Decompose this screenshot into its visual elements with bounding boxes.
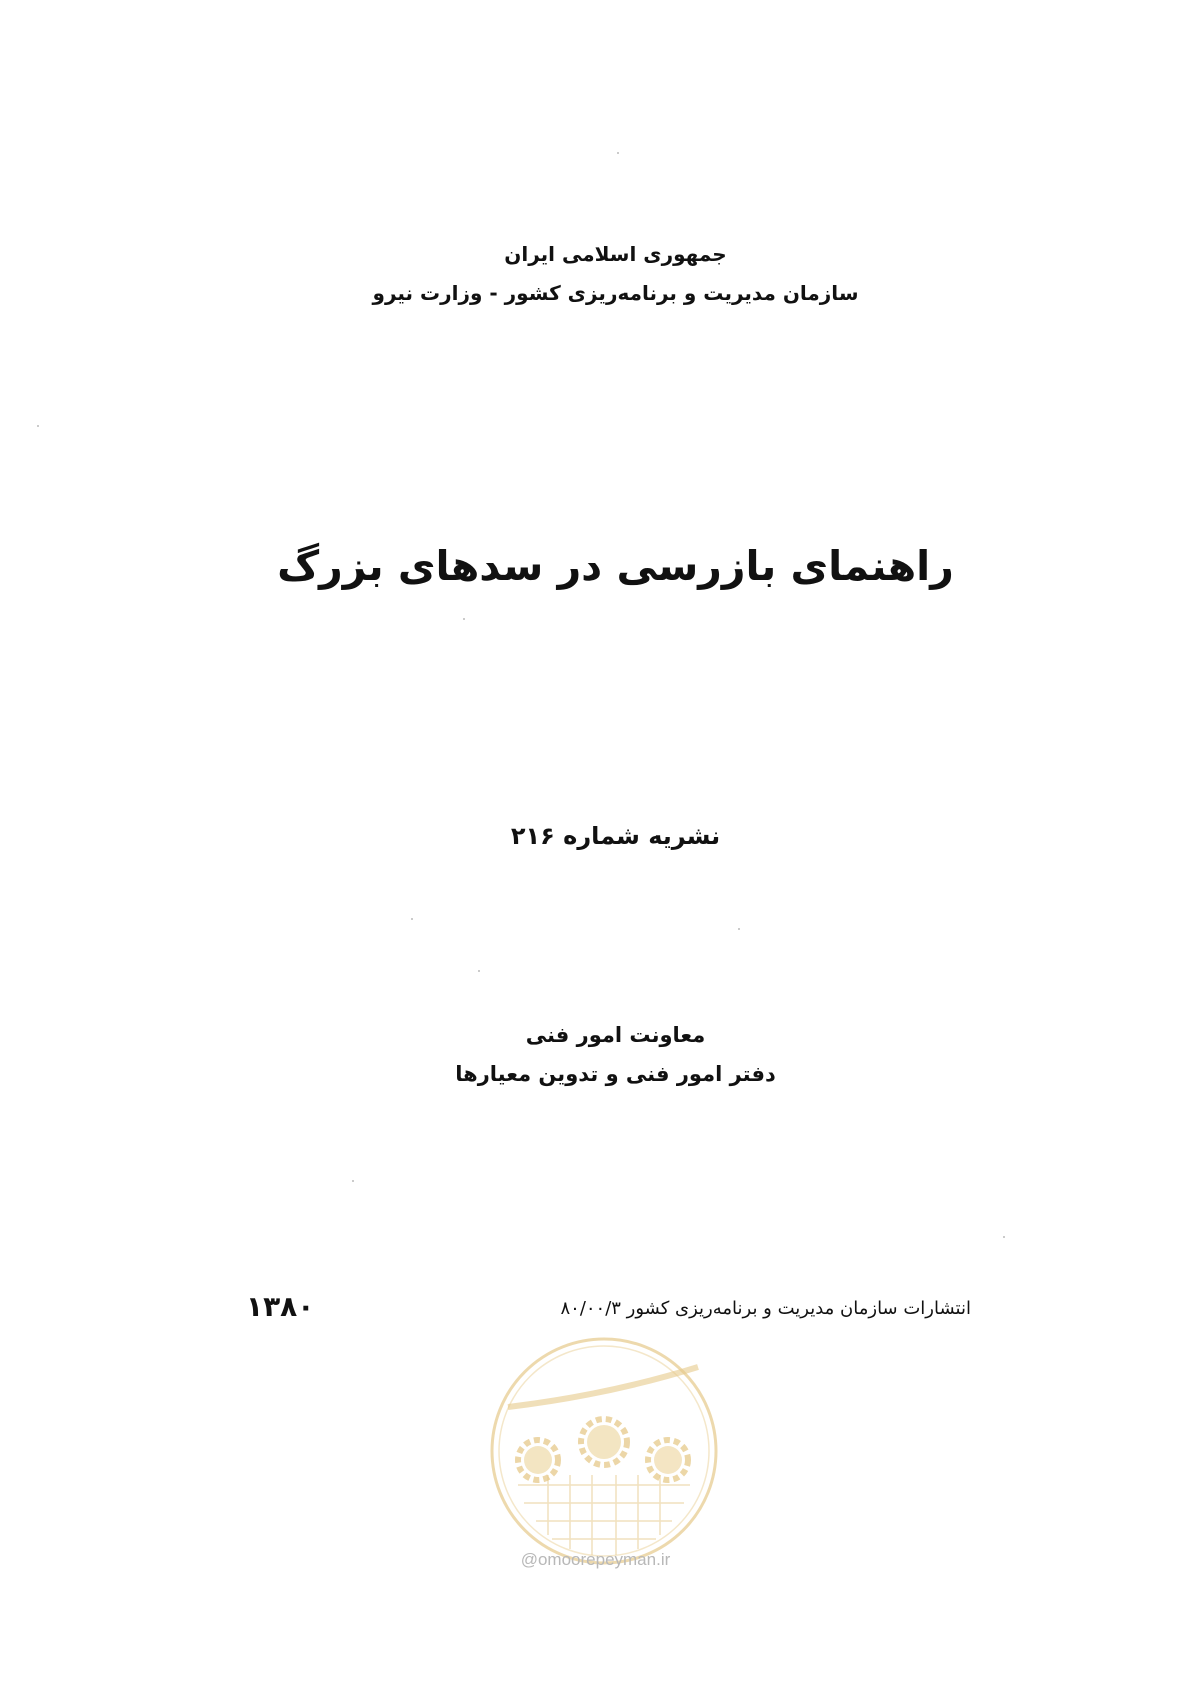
department-office: دفتر امور فنی و تدوین معیارها xyxy=(455,1062,776,1086)
scan-speck xyxy=(37,425,39,427)
watermark-url: @omoorepeyman.ir xyxy=(520,1550,671,1569)
header-country: جمهوری اسلامی ایران xyxy=(504,242,727,266)
scan-speck xyxy=(463,618,465,620)
publication-number: نشریه شماره ۲۱۶ xyxy=(510,822,721,850)
header-organizations: سازمان مدیریت و برنامه‌ریزی کشور - وزارت نیرو xyxy=(372,281,859,305)
watermark-logo xyxy=(488,1335,720,1567)
scan-speck xyxy=(478,970,480,972)
document-title: راهنمای بازرسی در سدهای بزرگ xyxy=(277,542,954,590)
scan-speck xyxy=(738,928,740,930)
publication-year: ۱۳۸۰ xyxy=(246,1290,315,1323)
scan-speck xyxy=(617,152,619,154)
scan-speck xyxy=(352,1180,354,1182)
department-deputy: معاونت امور فنی xyxy=(525,1023,706,1047)
publisher-code: انتشارات سازمان مدیریت و برنامه‌ریزی کشور ۸۰/۰۰/۳ xyxy=(560,1298,971,1319)
scan-speck xyxy=(411,918,413,920)
scan-speck xyxy=(1003,1236,1005,1238)
